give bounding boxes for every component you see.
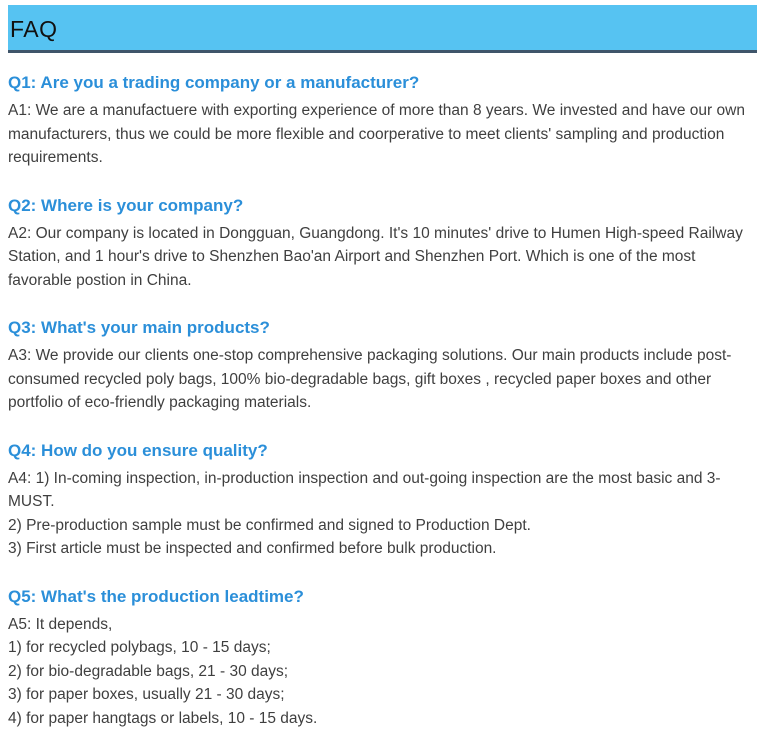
- faq-answer-line: 3) for paper boxes, usually 21 - 30 days;: [8, 686, 285, 703]
- faq-question: Q4: How do you ensure quality?: [8, 440, 268, 460]
- faq-answer: [8, 613, 757, 731]
- faq-answer-line: A5: It depends,: [8, 615, 113, 633]
- faq-answer-line: 1) for recycled polybags, 10 - 15 days;: [8, 639, 271, 656]
- faq-question: Q3: What's your main products?: [8, 318, 270, 337]
- faq-item: [8, 318, 757, 415]
- faq-answer-line: 4) for paper hangtags or labels, 10 - 15 days.: [8, 709, 318, 727]
- faq-answer-line: 3) First article must be inspected and confirmed before bulk production.: [8, 540, 497, 557]
- faq-answer: [8, 344, 757, 415]
- faq-answer-line: 2) for bio-degradable bags, 21 - 30 days;: [8, 662, 289, 680]
- faq-answer: [8, 467, 757, 561]
- faq-page: [0, 5, 765, 753]
- page-title: FAQ: [10, 16, 58, 42]
- faq-question: Q1: Are you a trading company or a manufacturer?: [8, 73, 420, 92]
- faq-item: [8, 73, 757, 170]
- faq-answer-line: A3: We provide our clients one-stop comprehensive packaging solutions. Our main products include post-consumed recycled poly bags, 100% bio-degradable bags, gift boxes , recycled paper boxes and other portfolio of eco-friendly packaging materials.: [8, 347, 732, 411]
- faq-item: [8, 441, 757, 561]
- faq-answer-line: A1: We are a manufactuere with exporting experience of more than 8 years. We invested and have our own manufacturers, thus we could be more flexible and coorperative to meet clients' sampling and production requirements.: [8, 102, 745, 166]
- faq-item: [8, 196, 757, 293]
- faq-item: [8, 587, 757, 731]
- faq-answer-line: A4: 1) In-coming inspection, in-production inspection and out-going inspection are the most basic and 3-MUST.: [8, 469, 721, 510]
- faq-answer-line: A2: Our company is located in Dongguan, Guangdong. It's 10 minutes' drive to Humen High-speed Railway Station, and 1 hour's drive to Shenzhen Bao'an Airport and Shenzhen Port. Which is one of the most favorable postion in China.: [8, 224, 743, 289]
- faq-answer: [8, 99, 757, 170]
- faq-question: Q2: Where is your company?: [8, 195, 244, 215]
- faq-answer: [8, 222, 757, 293]
- faq-header-bar: [8, 5, 757, 53]
- faq-content: [8, 53, 757, 730]
- faq-answer-line: 2) Pre-production sample must be confirmed and signed to Production Dept.: [8, 516, 531, 534]
- faq-question: Q5: What's the production leadtime?: [8, 586, 304, 606]
